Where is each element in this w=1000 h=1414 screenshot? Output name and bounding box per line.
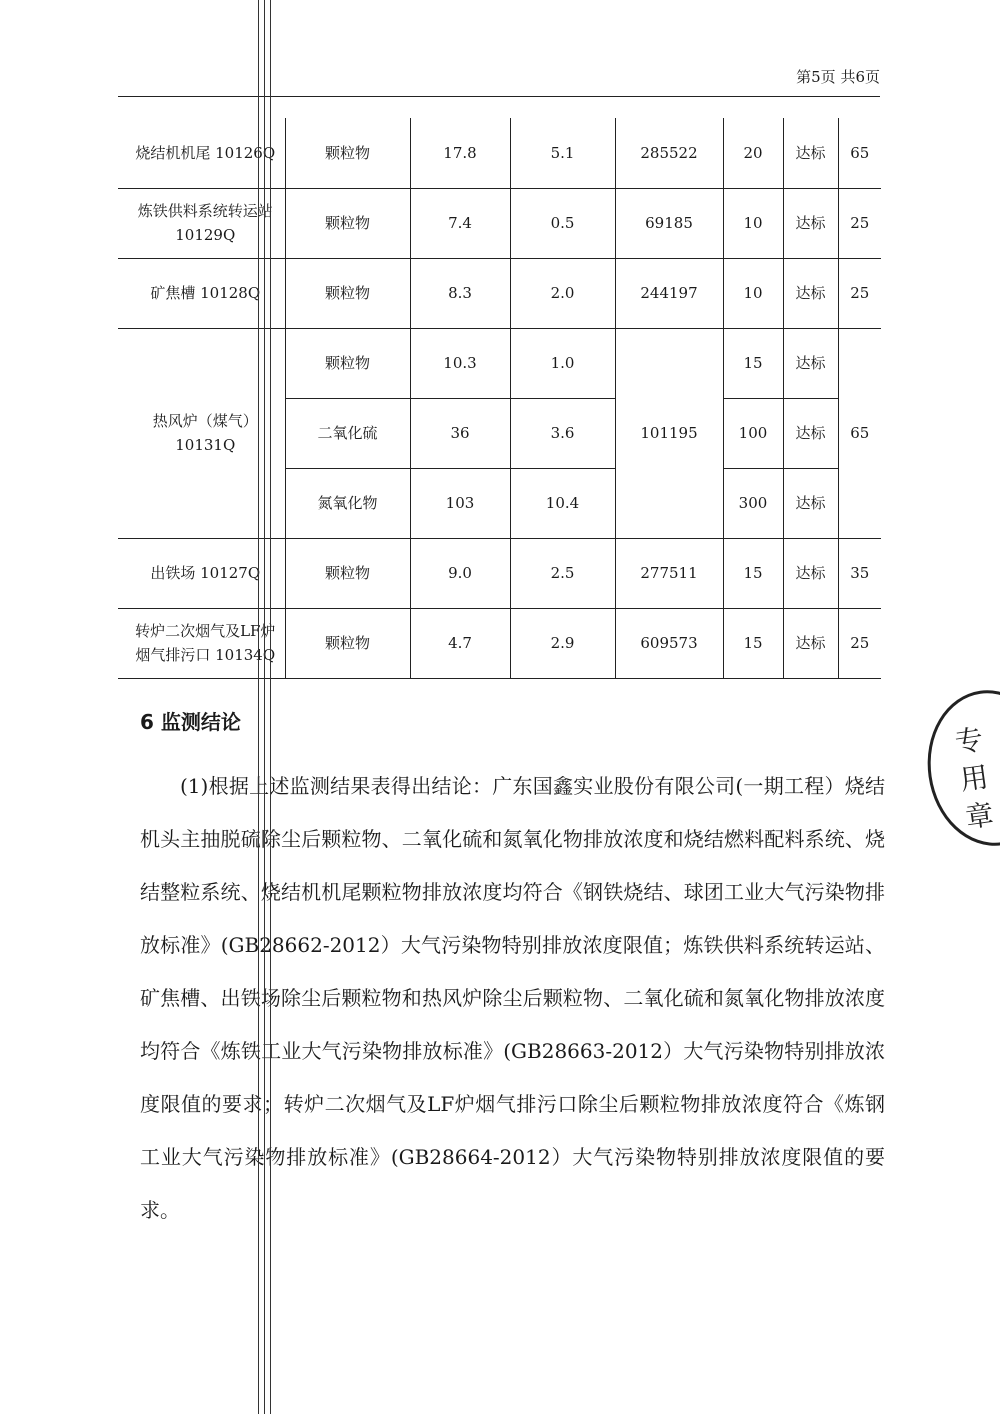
row-location: 烧结机机尾 10126Q xyxy=(118,118,285,188)
row-result: 达标 xyxy=(783,328,838,398)
row-flow: 69185 xyxy=(615,188,723,258)
row-limit: 15 xyxy=(723,328,783,398)
row-result: 达标 xyxy=(783,118,838,188)
row-flow: 609573 xyxy=(615,608,723,678)
table-row xyxy=(118,328,881,398)
row-emission-rate: 2.5 xyxy=(510,538,615,608)
row-location: 炼铁供料系统转运站 10129Q xyxy=(118,188,285,258)
row-limit: 10 xyxy=(723,188,783,258)
row-emission-rate: 2.9 xyxy=(510,608,615,678)
row-concentration: 8.3 xyxy=(410,258,510,328)
page-number: 第5页 共6页 xyxy=(796,68,880,86)
row-emission-rate: 2.0 xyxy=(510,258,615,328)
row-flow: 277511 xyxy=(615,538,723,608)
table-row xyxy=(118,118,881,188)
row-concentration: 4.7 xyxy=(410,608,510,678)
seal-text: 专用章 xyxy=(949,723,998,842)
conclusion-paragraph: (1)根据上述监测结果表得出结论：广东国鑫实业股份有限公司(一期工程）烧结机头主抽脱硫除尘后颗粒物、二氧化硫和氮氧化物排放浓度和烧结燃料配料系统、烧结整粒系统、烧结机机尾颗粒物排放浓度均符合《钢铁烧结、球团工业大气污染物排放标准》(GB28662-2012）大气污染物特别排放浓度限值；炼铁供料系统转运站、矿焦槽、出铁场除尘后颗粒物和热风炉除尘后颗粒物、二氧化硫和氮氧化物排放浓度均符合《炼铁工业大气污染物排放标准》(GB28663-2012）大气污染物特别排放浓度限值的要求；转炉二次烟气及LF炉烟气排污口除尘后颗粒物排放浓度符合《炼钢工业大气污染物排放标准》(GB28664-2012）大气污染物特别排放浓度限值的要求。 xyxy=(140,774,885,1222)
row-limit: 20 xyxy=(723,118,783,188)
row-result: 达标 xyxy=(783,188,838,258)
scan-line xyxy=(270,0,271,1414)
row-height: 25 xyxy=(838,258,881,328)
section-heading: 6 监测结论 xyxy=(140,710,241,734)
row-pollutant: 颗粒物 xyxy=(285,328,410,398)
scan-line xyxy=(264,0,265,1414)
row-flow: 244197 xyxy=(615,258,723,328)
official-seal xyxy=(918,682,1000,854)
row-height: 35 xyxy=(838,538,881,608)
row-concentration: 36 xyxy=(410,398,510,468)
row-limit: 300 xyxy=(723,468,783,538)
row-height: 25 xyxy=(838,188,881,258)
row-pollutant: 二氧化硫 xyxy=(285,398,410,468)
scan-line xyxy=(258,0,259,1414)
row-limit: 15 xyxy=(723,538,783,608)
row-result: 达标 xyxy=(783,398,838,468)
row-pollutant: 颗粒物 xyxy=(285,258,410,328)
row-location: 矿焦槽 10128Q xyxy=(118,258,285,328)
row-emission-rate: 5.1 xyxy=(510,118,615,188)
table-row xyxy=(118,538,881,608)
table-row xyxy=(118,258,881,328)
row-limit: 100 xyxy=(723,398,783,468)
row-concentration: 103 xyxy=(410,468,510,538)
row-concentration: 9.0 xyxy=(410,538,510,608)
page-header xyxy=(118,62,880,97)
row-limit: 15 xyxy=(723,608,783,678)
row-location: 转炉二次烟气及LF炉烟气排污口 10134Q xyxy=(118,608,285,678)
row-result: 达标 xyxy=(783,258,838,328)
row-pollutant: 颗粒物 xyxy=(285,188,410,258)
row-concentration: 17.8 xyxy=(410,118,510,188)
row-location: 出铁场 10127Q xyxy=(118,538,285,608)
row-emission-rate: 1.0 xyxy=(510,328,615,398)
row-pollutant: 氮氧化物 xyxy=(285,468,410,538)
row-emission-rate: 3.6 xyxy=(510,398,615,468)
row-limit: 10 xyxy=(723,258,783,328)
row-pollutant: 颗粒物 xyxy=(285,118,410,188)
hot-blast-location: 热风炉（煤气）10131Q xyxy=(118,328,285,538)
monitoring-results-table xyxy=(118,118,881,679)
row-height: 25 xyxy=(838,608,881,678)
table-row xyxy=(118,608,881,678)
hot-blast-height: 65 xyxy=(838,328,881,538)
row-concentration: 10.3 xyxy=(410,328,510,398)
row-result: 达标 xyxy=(783,468,838,538)
row-pollutant: 颗粒物 xyxy=(285,608,410,678)
row-concentration: 7.4 xyxy=(410,188,510,258)
hot-blast-flow: 101195 xyxy=(615,328,723,538)
row-pollutant: 颗粒物 xyxy=(285,538,410,608)
row-result: 达标 xyxy=(783,608,838,678)
row-emission-rate: 0.5 xyxy=(510,188,615,258)
row-height: 65 xyxy=(838,118,881,188)
row-result: 达标 xyxy=(783,538,838,608)
row-emission-rate: 10.4 xyxy=(510,468,615,538)
row-flow: 285522 xyxy=(615,118,723,188)
table-row xyxy=(118,188,881,258)
